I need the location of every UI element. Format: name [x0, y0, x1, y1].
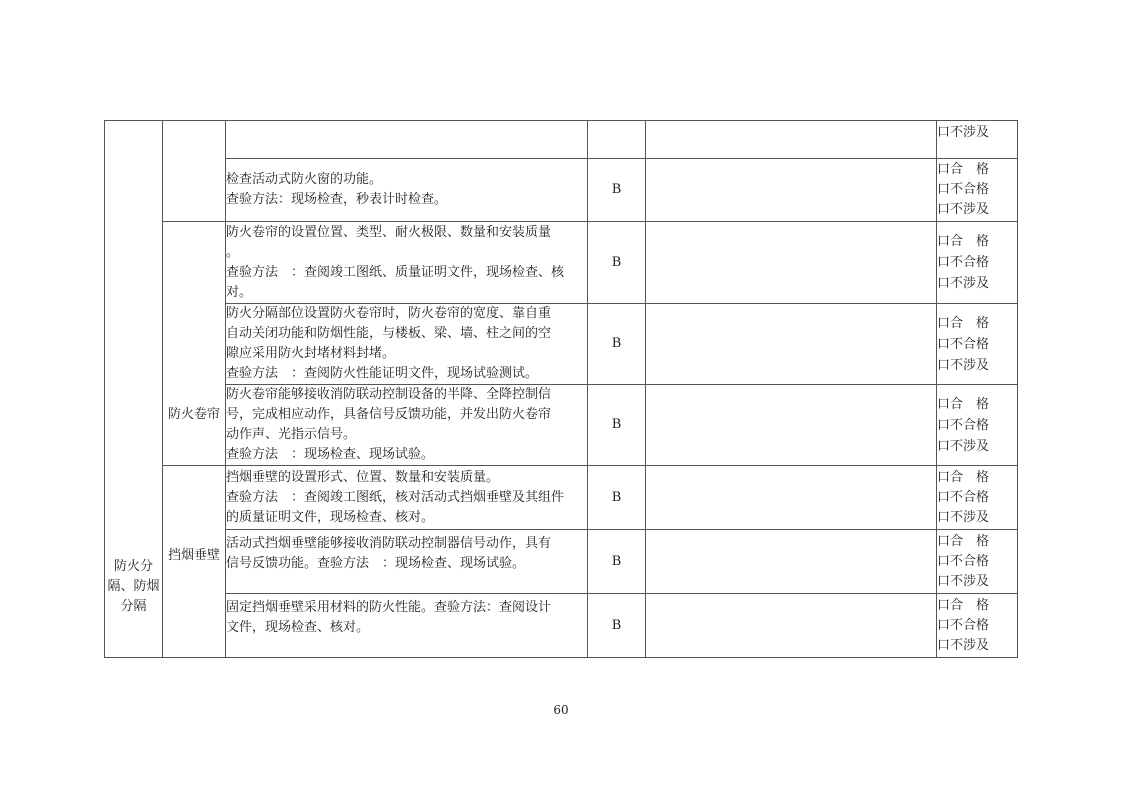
result-options-cell — [937, 304, 1018, 385]
option-fail[interactable]: 口不合格 — [937, 489, 990, 505]
content-cell — [226, 385, 588, 466]
result-options-cell — [937, 594, 1018, 658]
result-options-cell — [937, 466, 1018, 530]
grade-cell: B — [588, 530, 646, 594]
table-row — [105, 304, 1018, 385]
content-line: 防火卷帘能够接收消防联动控制设备的半降、全降控制信 — [226, 387, 552, 402]
subcategory-cell — [163, 222, 226, 466]
content-line: 信号反馈功能。查验方法 ：现场检查、现场试验。 — [226, 556, 526, 571]
option-pass[interactable]: 口合 格 — [937, 396, 990, 412]
table-row — [105, 594, 1018, 658]
option-pass[interactable]: 口合 格 — [937, 597, 990, 613]
table-row — [105, 159, 1018, 222]
content-line: 动作声、光指示信号。 — [226, 427, 357, 442]
result-options-cell — [937, 121, 1018, 159]
table-row — [105, 222, 1018, 304]
content-line: 查验方法 ：查阅竣工图纸，核对活动式挡烟垂壁及其组件 — [226, 489, 565, 505]
table-row — [105, 530, 1018, 594]
remarks-cell — [646, 530, 937, 594]
content-cell — [226, 159, 588, 222]
option-not-applicable[interactable]: 口不涉及 — [937, 573, 990, 589]
content-line: 查验方法：现场检查，秒表计时检查。 — [226, 192, 448, 207]
result-options-cell — [937, 530, 1018, 594]
option-pass[interactable]: 口合 格 — [937, 469, 990, 485]
remarks-cell — [646, 594, 937, 658]
content-line: 查验方法 ：查阅竣工图纸、质量证明文件，现场检查、核 — [226, 264, 565, 280]
table-row — [105, 466, 1018, 530]
option-fail[interactable]: 口不合格 — [937, 255, 990, 270]
grade-cell: B — [588, 466, 646, 530]
grade-cell: B — [588, 222, 646, 304]
content-cell — [226, 222, 588, 304]
content-line: 挡烟垂壁的设置形式、位置、数量和安装质量。 — [226, 469, 500, 485]
content-line: 检查活动式防火窗的功能。 — [226, 172, 383, 187]
content-line: 隙应采用防火封堵材料封堵。 — [226, 346, 396, 361]
content-cell — [226, 594, 588, 658]
inspection-table — [104, 120, 1018, 658]
content-line: 的质量证明文件，现场检查、核对。 — [226, 509, 435, 525]
content-cell — [226, 466, 588, 530]
option-not-applicable[interactable]: 口不涉及 — [937, 202, 990, 217]
option-fail[interactable]: 口不合格 — [937, 336, 990, 352]
grade-cell: B — [588, 594, 646, 658]
option-pass[interactable]: 口合 格 — [937, 315, 990, 331]
result-options-cell — [937, 385, 1018, 466]
grade-cell: B — [588, 385, 646, 466]
option-fail[interactable]: 口不合格 — [937, 617, 990, 633]
option-not-applicable[interactable]: 口不涉及 — [937, 357, 990, 373]
remarks-cell — [646, 121, 937, 159]
subcategory-cell — [163, 466, 226, 658]
grade-cell: B — [588, 159, 646, 222]
remarks-cell — [646, 222, 937, 304]
remarks-cell — [646, 466, 937, 530]
content-line: 号，完成相应动作，具备信号反馈功能，并发出防火卷帘 — [226, 407, 552, 422]
grade-cell — [588, 121, 646, 159]
subcategory-cell-empty — [163, 121, 226, 222]
content-line: 自动关闭功能和防烟性能，与楼板、梁、墙、柱之间的空 — [226, 326, 552, 341]
content-line: 固定挡烟垂壁采用材料的防火性能。查验方法：查阅设计 — [226, 600, 552, 615]
content-line: 防火分隔部位设置防火卷帘时，防火卷帘的宽度、靠自重 — [226, 306, 552, 321]
content-cell — [226, 121, 588, 159]
category-cell — [105, 121, 163, 658]
content-line: 。 — [226, 244, 240, 260]
option-fail[interactable]: 口不合格 — [937, 182, 990, 197]
option-not-applicable[interactable]: 口不涉及 — [937, 438, 990, 454]
content-line: 防火卷帘的设置位置、类型、耐火极限、数量和安装质量 — [226, 224, 552, 240]
option-fail[interactable]: 口不合格 — [937, 417, 990, 433]
option-not-applicable[interactable]: 口不涉及 — [937, 276, 990, 291]
content-line: 查验方法 ：查阅防火性能证明文件，现场试验测试。 — [226, 366, 539, 381]
option-pass[interactable]: 口合 格 — [937, 234, 990, 249]
remarks-cell — [646, 159, 937, 222]
content-cell — [226, 530, 588, 594]
grade-cell: B — [588, 304, 646, 385]
option-fail[interactable]: 口不合格 — [937, 553, 990, 569]
option-pass[interactable]: 口合 格 — [937, 162, 990, 177]
subcategory-label: 挡烟垂壁 — [167, 548, 220, 563]
option-not-applicable[interactable]: 口不涉及 — [937, 637, 990, 653]
content-cell — [226, 304, 588, 385]
remarks-cell — [646, 385, 937, 466]
result-options-cell — [937, 222, 1018, 304]
page-number: 60 — [553, 703, 569, 717]
table-row — [105, 121, 1018, 159]
option-not-applicable[interactable]: 口不涉及 — [937, 125, 990, 140]
content-line: 查验方法 ：现场检查、现场试验。 — [226, 447, 435, 462]
option-pass[interactable]: 口合 格 — [937, 533, 990, 549]
subcategory-label: 防火卷帘 — [167, 407, 220, 422]
option-not-applicable[interactable]: 口不涉及 — [937, 509, 990, 525]
result-options-cell — [937, 159, 1018, 222]
content-line: 活动式挡烟垂壁能够接收消防联动控制器信号动作，具有 — [226, 536, 552, 551]
table-row — [105, 385, 1018, 466]
content-line: 对。 — [226, 284, 253, 300]
remarks-cell — [646, 304, 937, 385]
category-label: 防火分隔、防烟分隔 — [107, 559, 160, 614]
content-line: 文件，现场检查、核对。 — [226, 620, 370, 635]
